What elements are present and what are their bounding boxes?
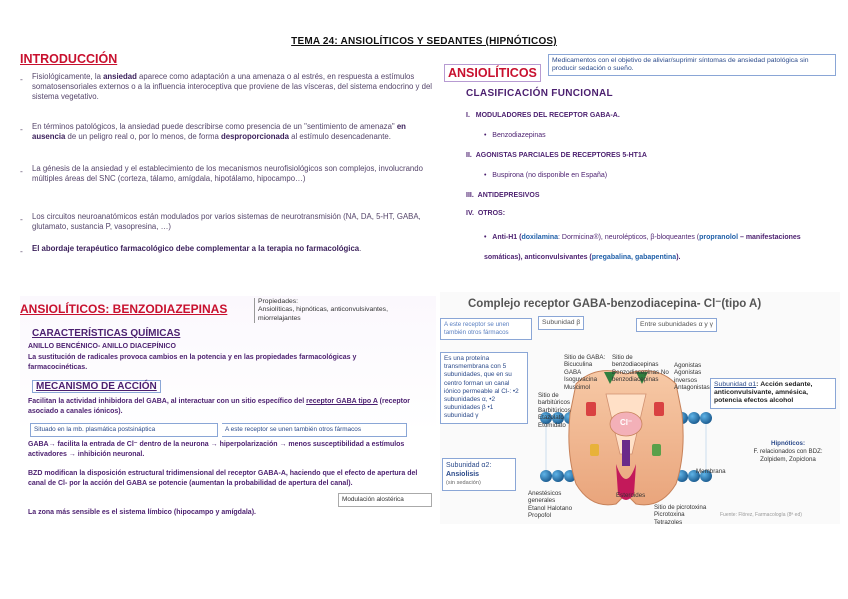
site-bzd-label: Sitio de benzodiacepinas Benzodiacepinas No benzodiacepinas xyxy=(612,354,669,384)
chemistry-substitution: La sustitución de radicales provoca cambios en la potencia y en las propiedades farmacológicas y farmacocinéticas. xyxy=(28,354,357,371)
allosteric-note: Modulación alostérica xyxy=(338,493,432,507)
bullet-dash: - xyxy=(20,74,23,84)
class-item-3: III. ANTIDEPRESIVOS xyxy=(466,192,540,199)
alpha2-box: Subunidad α2: Ansiolisis (sin sedación) xyxy=(442,458,516,491)
fig-subunit-beta: Subunidad β xyxy=(538,316,584,330)
ansioliticos-panel xyxy=(444,52,836,264)
gaba-effect-text: GABA→ facilita la entrada de Cl⁻ dentro de la neurona → hiperpolarización → menos susceptibilidad a estímulos activadores → inhibición neuronal. xyxy=(28,441,405,458)
classification-title: CLASIFICACIÓN FUNCIONAL xyxy=(466,88,613,99)
intro-paragraph-4: Los circuitos neuroanatómicos están modulados por varios sistemas de neurotransmisión (NA, DA, 5-HT, GABA, glutamato, sustancia P, vasopresina, …) xyxy=(32,212,421,231)
agonists-label: Agonistas Agonistas inversos Antagonistas xyxy=(674,362,710,392)
anesthetics-label: Anestésicos generales Etanol Halotano Propofol xyxy=(528,490,573,520)
benzodiazepinas-panel xyxy=(20,296,436,524)
ansioliticos-heading: ANSIOLÍTICOS xyxy=(444,64,541,82)
limbic-text: La zona más sensible es el sistema límbico (hipocampo y amígdala). xyxy=(28,509,256,516)
intro-heading: INTRODUCCIÓN xyxy=(20,52,118,66)
class-item-2: II. AGONISTAS PARCIALES DE RECEPTORES 5-HT1A xyxy=(466,152,647,159)
bzd-modulation-text: BZD modifican la disposición estructural tridimensional del receptor GABA-A, haciendo que el efecto de apertura del canal de Cl- por la acción del GABA se potencie (aumentan la probabilidad de apertura del canal). xyxy=(28,470,418,487)
mechanism-text: Facilitan la actividad inhibidora del GABA, al interactuar con un sitio específico del receptor GABA tipo A (receptor asociado a canales iónicos). xyxy=(28,398,410,415)
figure-credit: Fuente: Flórez, Farmacología (8ª ed) xyxy=(720,512,802,518)
class-item-1-sub: • Benzodiazepinas xyxy=(484,132,546,139)
fig-other-drugs-note: A este receptor se unen también otros fármacos xyxy=(440,318,532,340)
chemistry-heading: CARACTERÍSTICAS QUÍMICAS xyxy=(32,328,181,339)
steroids-label: Esteroides xyxy=(616,492,646,499)
class-item-2-sub: • Buspirona (no disponible en España) xyxy=(484,172,608,179)
intro-paragraph-2: En términos patológicos, la ansiedad puede describirse como presencia de un "sentimiento de amenaza" en ausencia de un peligro real o, por lo menos, de forma desproporcionada al estímulo desencadenante. xyxy=(32,122,406,141)
intro-panel xyxy=(20,52,436,270)
properties-box: Propiedades: Ansiolíticas, hipnóticas, anticonvulsivantes, miorrelajantes xyxy=(254,298,400,323)
bzd-heading: ANSIOLÍTICOS: BENZODIAZEPINAS xyxy=(20,302,228,316)
location-note: Situado en la mb. plasmática postsináptica xyxy=(30,423,218,437)
ansioliticos-definition-note: Medicamentos con el objetivo de aliviar/suprimir síntomas de ansiedad patológica sin producir sedación o sueño. xyxy=(548,54,836,76)
alpha1-box: Subunidad α1: Acción sedante, anticonvulsivante, amnésica, potencia efectos alcohol xyxy=(710,378,836,409)
class-item-4: IV. OTROS: xyxy=(466,210,506,217)
chemistry-rings: ANILLO BENCÉNICO- ANILLO DIACEPÍNICO xyxy=(28,343,176,350)
other-drugs-note: A este receptor se unen también otros fármacos xyxy=(222,423,407,437)
fig-subunit-alpha-gamma: Entre subunidades α y γ xyxy=(636,318,717,332)
membrane-label: Membrana xyxy=(696,468,726,475)
bullet-dash: - xyxy=(20,214,23,224)
intro-paragraph-5: El abordaje terapéutico farmacológico debe complementar a la terapia no farmacológica. xyxy=(32,244,362,253)
bullet-dash: - xyxy=(20,166,23,176)
intro-paragraph-3: La génesis de la ansiedad y el establecimiento de los mecanismos neurofisiológicos son complejos, involucrando múltiples áreas del SNC (corteza, tálamo, amígdala, hipotálamo, hipocampo…) xyxy=(32,164,423,183)
mechanism-heading: MECANISMO DE ACCIÓN xyxy=(32,380,161,393)
class-item-4-sub: • Anti-H1 (doxilamina: Dormicina®), neurolépticos, β-bloqueantes (propranolol – manifestaciones somáticas), anticonvulsivantes (pregabalina, gabapentina). xyxy=(484,234,801,261)
gaba-receptor-figure xyxy=(440,292,840,524)
bullet-dash: - xyxy=(20,246,23,256)
figure-title: Complejo receptor GABA-benzodiacepina- Cl⁻(tipo A) xyxy=(468,298,762,310)
site-gaba-label: Sitio de GABA: Bicuculina GABA Isoguvacina Muscimol xyxy=(564,354,606,391)
hypnotics-box: Hipnóticos: F. relacionados con BDZ: Zolpidem, Zopiclona xyxy=(753,440,823,463)
class-item-1: I. MODULADORES DEL RECEPTOR GABA-A. xyxy=(466,112,620,119)
site-picrotoxin-label: Sitio de picrotoxina Picrotoxina Tetrazoles xyxy=(654,504,707,526)
intro-paragraph-1: Fisiológicamente, la ansiedad aparece como adaptación a una amenaza o al estrés, en respuesta a estímulos somatosensoriales externos o a la influencia interoceptiva que proviene de las vísceras, del sistema endocrino y del sistema vegetativo. xyxy=(32,72,433,101)
site-barbiturates-label: Sitio de barbitúricos Barbitúricos Etazolato Etomidato xyxy=(538,392,571,429)
bullet-dash: - xyxy=(20,124,23,134)
fig-protein-description: Es una proteína transmembrana con 5 subunidades, que en su centro forman un canal iónico permeable al Cl-: •2 subunidades α, •2 subunidades β •1 subunidad γ xyxy=(440,352,528,424)
chloride-label: Cl⁻ xyxy=(620,418,633,427)
document-title: TEMA 24: ANSIOLÍTICOS Y SEDANTES (HIPNÓTICOS) xyxy=(291,36,557,47)
